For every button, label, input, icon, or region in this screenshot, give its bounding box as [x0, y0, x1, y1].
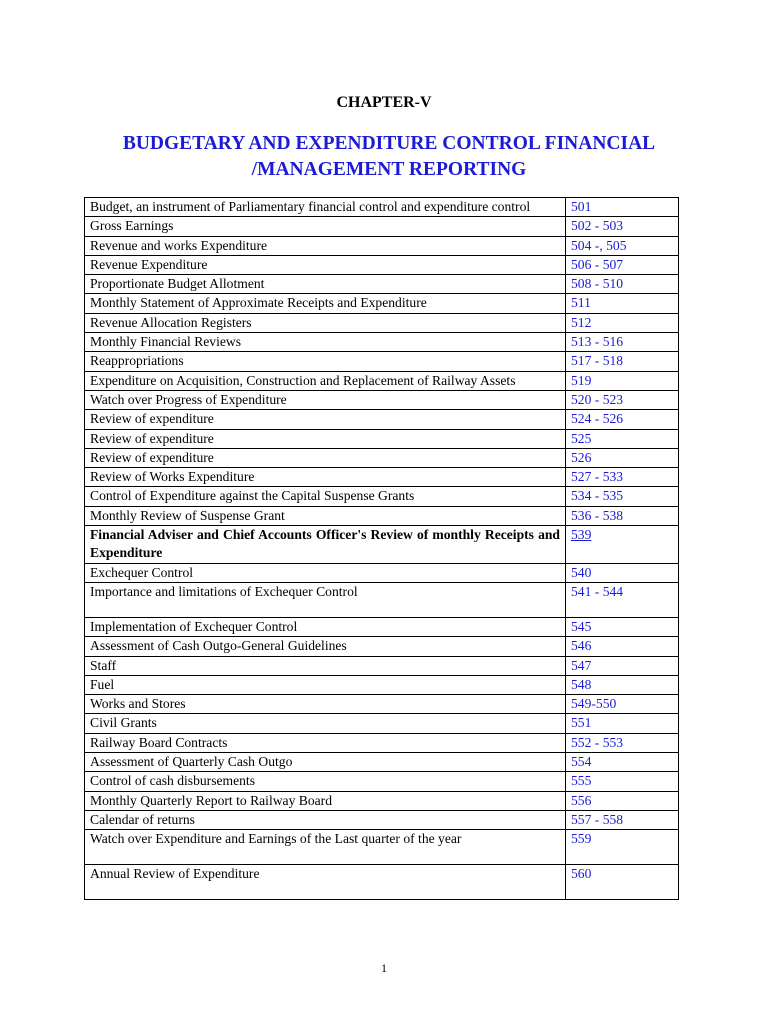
row-paragraph-link[interactable]: 548: [566, 675, 679, 694]
row-subject: Assessment of Quarterly Cash Outgo: [85, 753, 566, 772]
table-row: [85, 236, 679, 255]
table-row: [85, 217, 679, 236]
table-row: [85, 468, 679, 487]
row-paragraph-link[interactable]: 501: [566, 198, 679, 217]
row-paragraph-link[interactable]: 534 - 535: [566, 487, 679, 506]
row-paragraph-link[interactable]: 547: [566, 656, 679, 675]
table-row: [85, 198, 679, 217]
row-subject: Proportionate Budget Allotment: [85, 275, 566, 294]
row-subject: Implementation of Exchequer Control: [85, 617, 566, 636]
table-row: [85, 791, 679, 810]
row-subject: Monthly Quarterly Report to Railway Board: [85, 791, 566, 810]
row-subject: Importance and limitations of Exchequer Control: [85, 582, 566, 617]
table-row: [85, 275, 679, 294]
table-row: [85, 390, 679, 409]
row-subject: Budget, an instrument of Parliamentary financial control and expenditure control: [85, 198, 566, 217]
row-subject: Revenue Expenditure: [85, 255, 566, 274]
row-subject: Monthly Statement of Approximate Receipts and Expenditure: [85, 294, 566, 313]
row-subject: Review of expenditure: [85, 410, 566, 429]
table-row: [85, 865, 679, 900]
row-subject: Control of Expenditure against the Capital Suspense Grants: [85, 487, 566, 506]
row-subject: Staff: [85, 656, 566, 675]
row-paragraph-link[interactable]: 560: [566, 865, 679, 900]
row-paragraph-link[interactable]: 506 - 507: [566, 255, 679, 274]
table-row: [85, 255, 679, 274]
row-paragraph-cell: [566, 526, 679, 564]
row-paragraph-link[interactable]: 554: [566, 753, 679, 772]
table-row: [85, 410, 679, 429]
row-paragraph-link[interactable]: 541 - 544: [566, 582, 679, 617]
chapter-label: CHAPTER-V: [336, 94, 432, 111]
row-subject: Works and Stores: [85, 695, 566, 714]
contents-table: [84, 197, 679, 900]
row-subject: Review of expenditure: [85, 448, 566, 467]
row-paragraph-link[interactable]: 546: [566, 637, 679, 656]
table-row: [85, 675, 679, 694]
row-subject: Gross Earnings: [85, 217, 566, 236]
table-row: [85, 656, 679, 675]
row-paragraph-link[interactable]: 520 - 523: [566, 390, 679, 409]
page-title: [60, 131, 718, 183]
row-paragraph-link[interactable]: 525: [566, 429, 679, 448]
title-line-1: BUDGETARY AND EXPENDITURE CONTROL FINANCIAL: [122, 133, 656, 154]
table-row: [85, 313, 679, 332]
row-paragraph-link[interactable]: 549-550: [566, 695, 679, 714]
row-paragraph-link[interactable]: 513 - 516: [566, 333, 679, 352]
row-subject: Watch over Progress of Expenditure: [85, 390, 566, 409]
table-row: [85, 333, 679, 352]
table-row: [85, 506, 679, 525]
row-paragraph-link[interactable]: 555: [566, 772, 679, 791]
row-paragraph-link[interactable]: 551: [566, 714, 679, 733]
row-paragraph-link[interactable]: 517 - 518: [566, 352, 679, 371]
row-paragraph-link[interactable]: 524 - 526: [566, 410, 679, 429]
table-row: [85, 352, 679, 371]
table-row: [85, 637, 679, 656]
title-line-2: /MANAGEMENT REPORTING: [251, 159, 527, 180]
table-row: [85, 582, 679, 617]
row-paragraph-link[interactable]: 508 - 510: [566, 275, 679, 294]
row-subject: Financial Adviser and Chief Accounts Officer's Review of monthly Receipts and Expenditure: [85, 526, 566, 564]
row-paragraph-link[interactable]: 512: [566, 313, 679, 332]
row-paragraph-link[interactable]: 545: [566, 617, 679, 636]
row-subject: Fuel: [85, 675, 566, 694]
table-row: [85, 753, 679, 772]
row-paragraph-link[interactable]: 539: [571, 527, 592, 543]
row-subject: Monthly Review of Suspense Grant: [85, 506, 566, 525]
row-paragraph-link[interactable]: 526: [566, 448, 679, 467]
row-paragraph-link[interactable]: 527 - 533: [566, 468, 679, 487]
row-paragraph-link[interactable]: 559: [566, 830, 679, 865]
row-paragraph-link[interactable]: 502 - 503: [566, 217, 679, 236]
table-row: [85, 830, 679, 865]
row-subject: Expenditure on Acquisition, Construction and Replacement of Railway Assets: [85, 371, 566, 390]
row-subject: Review of expenditure: [85, 429, 566, 448]
row-subject: Reappropriations: [85, 352, 566, 371]
table-row: [85, 563, 679, 582]
page-number: 1: [381, 961, 387, 975]
row-paragraph-link[interactable]: 536 - 538: [566, 506, 679, 525]
row-paragraph-link[interactable]: 511: [566, 294, 679, 313]
row-subject: Revenue Allocation Registers: [85, 313, 566, 332]
row-paragraph-link[interactable]: 504 -, 505: [566, 236, 679, 255]
row-paragraph-link[interactable]: 556: [566, 791, 679, 810]
table-row: [85, 526, 679, 564]
row-subject: Calendar of returns: [85, 810, 566, 829]
row-subject: Watch over Expenditure and Earnings of the Last quarter of the year: [85, 830, 566, 865]
table-row: [85, 714, 679, 733]
row-subject: Civil Grants: [85, 714, 566, 733]
row-subject: Revenue and works Expenditure: [85, 236, 566, 255]
table-row: [85, 733, 679, 752]
table-row: [85, 371, 679, 390]
row-subject: Railway Board Contracts: [85, 733, 566, 752]
row-subject: Annual Review of Expenditure: [85, 865, 566, 900]
row-subject: Exchequer Control: [85, 563, 566, 582]
table-row: [85, 617, 679, 636]
row-subject: Control of cash disbursements: [85, 772, 566, 791]
row-paragraph-link[interactable]: 552 - 553: [566, 733, 679, 752]
table-row: [85, 429, 679, 448]
row-subject: Review of Works Expenditure: [85, 468, 566, 487]
table-row: [85, 810, 679, 829]
row-paragraph-link[interactable]: 540: [566, 563, 679, 582]
row-paragraph-link[interactable]: 519: [566, 371, 679, 390]
table-row: [85, 772, 679, 791]
row-subject: Monthly Financial Reviews: [85, 333, 566, 352]
row-paragraph-link[interactable]: 557 - 558: [566, 810, 679, 829]
table-row: [85, 487, 679, 506]
table-row: [85, 695, 679, 714]
row-subject: Assessment of Cash Outgo-General Guidelines: [85, 637, 566, 656]
table-row: [85, 294, 679, 313]
table-row: [85, 448, 679, 467]
